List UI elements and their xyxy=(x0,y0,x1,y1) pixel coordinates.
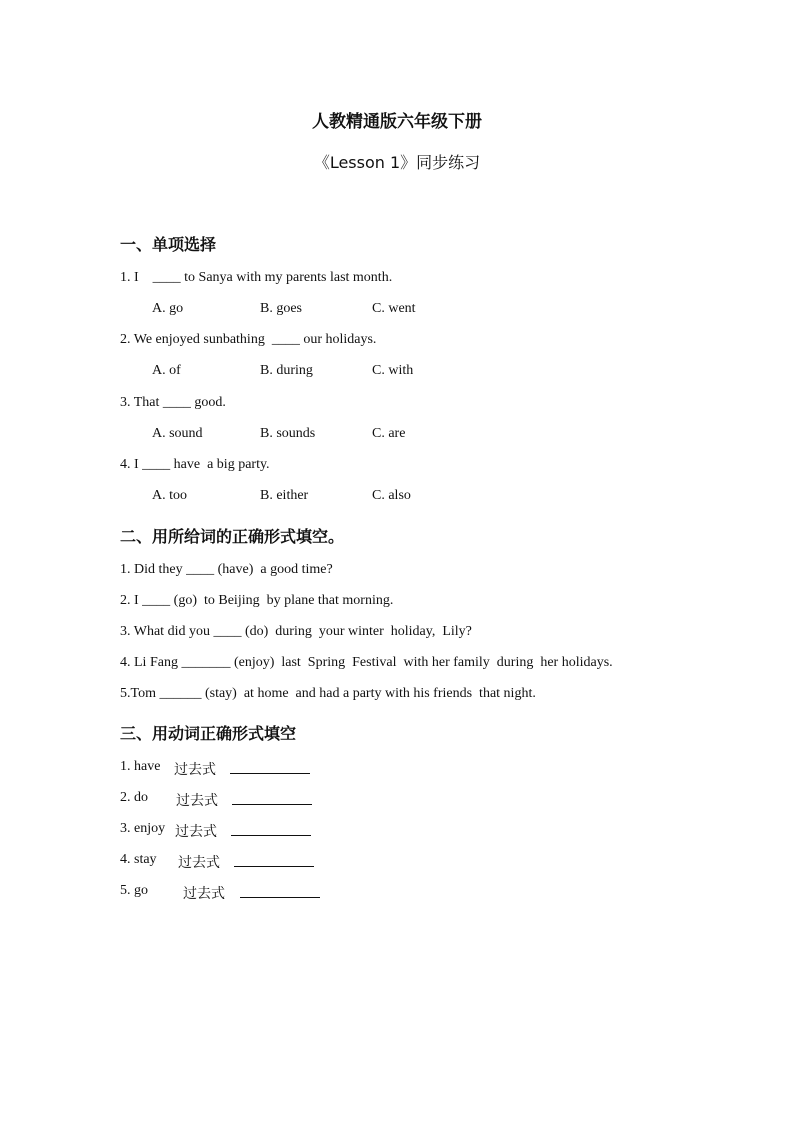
past-tense-label: 过去式 xyxy=(183,886,225,902)
verb-word: 3. enjoy xyxy=(120,821,166,836)
option-a: A. sound xyxy=(152,426,203,441)
option-c: C. with xyxy=(372,363,414,378)
option-b: B. during xyxy=(260,363,313,378)
verb-item-1 xyxy=(120,759,380,777)
verb-item-5 xyxy=(120,883,380,901)
option-c: C. also xyxy=(372,488,411,503)
verb-item-3 xyxy=(120,821,380,839)
option-b: B. either xyxy=(260,488,309,503)
verb-word: 4. stay xyxy=(120,852,157,867)
question-3: 3. That ____ good. xyxy=(120,395,226,410)
section3-heading: 三、用动词正确形式填空 xyxy=(120,724,297,743)
answer-blank[interactable] xyxy=(230,759,310,774)
verb-word: 1. have xyxy=(120,759,161,774)
option-c: C. went xyxy=(372,301,416,316)
option-a: A. too xyxy=(152,488,187,503)
verb-item-2 xyxy=(120,790,380,808)
past-tense-label: 过去式 xyxy=(178,855,220,871)
verb-item-4 xyxy=(120,852,380,870)
fill-item-2: 2. I ____ (go) to Beijing by plane that morning. xyxy=(120,593,394,608)
fill-item-4: 4. Li Fang _______ (enjoy) last Spring Festival with her family during her holidays. xyxy=(120,655,613,670)
answer-blank[interactable] xyxy=(234,852,314,867)
past-tense-label: 过去式 xyxy=(176,793,218,809)
option-c: C. are xyxy=(372,426,406,441)
question-1: 1. I ____ to Sanya with my parents last month. xyxy=(120,270,393,285)
answer-blank[interactable] xyxy=(232,790,312,805)
answer-blank[interactable] xyxy=(240,883,320,898)
option-b: B. goes xyxy=(260,301,302,316)
section1-heading: 一、单项选择 xyxy=(120,235,217,254)
option-b: B. sounds xyxy=(260,426,316,441)
verb-word: 5. go xyxy=(120,883,148,898)
verb-word: 2. do xyxy=(120,790,148,805)
fill-item-1: 1. Did they ____ (have) a good time? xyxy=(120,562,333,577)
section2-heading: 二、用所给词的正确形式填空。 xyxy=(120,527,345,546)
past-tense-label: 过去式 xyxy=(175,824,217,840)
fill-item-3: 3. What did you ____ (do) during your winter holiday, Lily? xyxy=(120,624,472,639)
page-subtitle: 《Lesson 1》同步练习 xyxy=(313,153,481,172)
past-tense-label: 过去式 xyxy=(174,762,216,778)
answer-blank[interactable] xyxy=(231,821,311,836)
fill-item-5: 5.Tom ______ (stay) at home and had a party with his friends that night. xyxy=(120,686,536,701)
question-4: 4. I ____ have a big party. xyxy=(120,457,270,472)
option-a: A. of xyxy=(152,363,181,378)
option-a: A. go xyxy=(152,301,184,316)
page-title: 人教精通版六年级下册 xyxy=(312,112,482,132)
question-2: 2. We enjoyed sunbathing ____ our holidays. xyxy=(120,332,377,347)
